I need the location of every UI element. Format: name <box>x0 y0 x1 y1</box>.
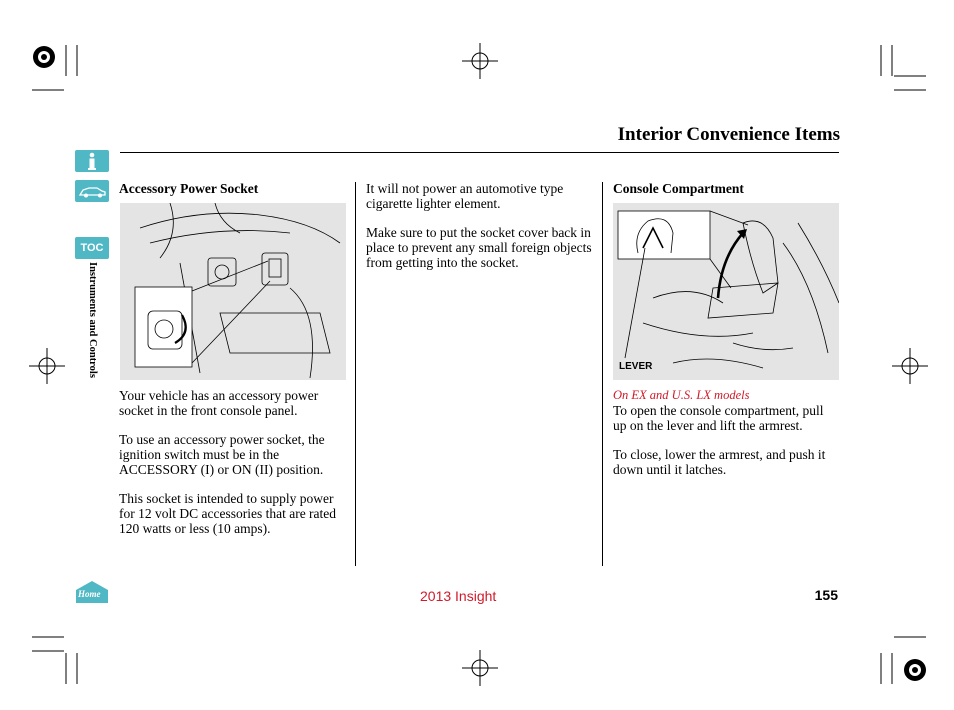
console-illustration <box>613 203 839 380</box>
power-socket-figure <box>120 203 346 380</box>
section-label: Instruments and Controls <box>87 262 98 378</box>
info-icon <box>75 150 109 172</box>
col2-paragraph-2: Make sure to put the socket cover back in place to prevent any small foreign objects from getting into the socket. <box>366 225 592 270</box>
model-availability-note: On EX and U.S. LX models <box>613 388 750 402</box>
power-socket-illustration <box>120 203 346 380</box>
console-figure <box>613 203 839 380</box>
home-label: Home <box>78 589 101 599</box>
accessory-socket-heading: Accessory Power Socket <box>119 181 259 196</box>
col1-text <box>119 388 349 550</box>
col3-paragraph-2: To close, lower the armrest, and push it down until it latches. <box>613 447 826 477</box>
col2-paragraph-1: It will not power an automotive type cigarette lighter element. <box>366 181 564 211</box>
footer-model-title: 2013 Insight <box>420 588 497 604</box>
info-button[interactable] <box>75 150 109 172</box>
col1-paragraph-3: This socket is intended to supply power for 12 volt DC accessories that are rated 120 watts or less (10 amps). <box>119 491 337 536</box>
console-compartment-heading: Console Compartment <box>613 181 744 196</box>
toc-button[interactable] <box>75 237 109 259</box>
page-number: 155 <box>814 587 838 603</box>
column-divider-1 <box>355 182 356 566</box>
home-button[interactable] <box>74 580 110 604</box>
title-rule <box>120 152 839 153</box>
page-title: Interior Convenience Items <box>617 124 840 145</box>
car-button[interactable] <box>75 180 109 202</box>
column-divider-2 <box>602 182 603 566</box>
col3-paragraph-1: To open the console compartment, pull up on the lever and lift the armrest. <box>613 403 824 433</box>
col1-paragraph-1: Your vehicle has an accessory power socket in the front console panel. <box>119 388 319 418</box>
col2-text <box>366 181 594 284</box>
col1-paragraph-2: To use an accessory power socket, the ignition switch must be in the ACCESSORY (I) or ON (II) position. <box>119 432 325 477</box>
toc-label: TOC <box>80 242 104 254</box>
car-icon <box>75 180 109 202</box>
lever-callout-label: LEVER <box>619 361 653 372</box>
col3-text <box>613 403 839 491</box>
